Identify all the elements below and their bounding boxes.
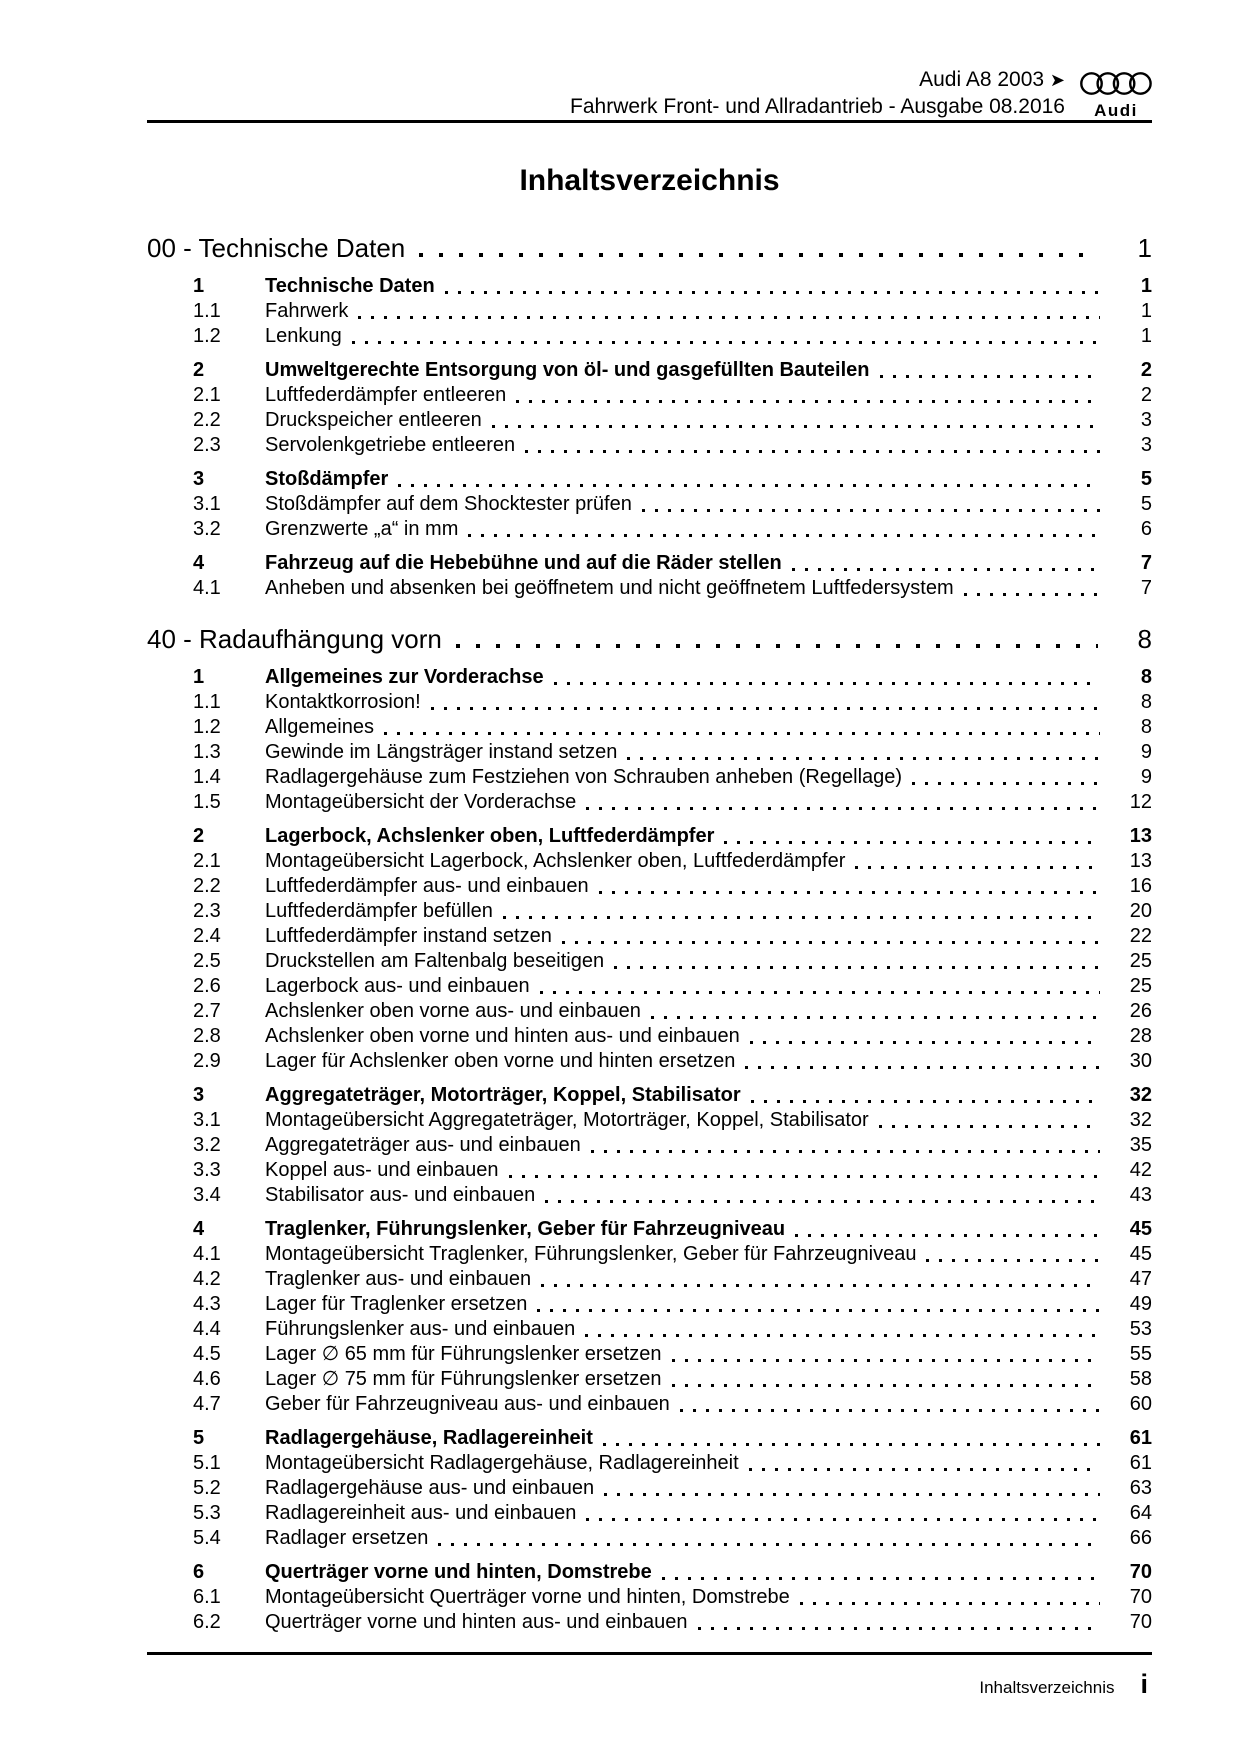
toc-page-number: 70 [1129, 1586, 1152, 1608]
toc-entry-row [147, 1267, 1152, 1292]
toc-entry-row [147, 899, 1152, 924]
toc-page-number: 42 [1129, 1159, 1152, 1181]
dot-leader [855, 866, 1100, 869]
audi-rings-icon [1080, 70, 1152, 97]
toc-entry-number: 2.1 [193, 384, 221, 406]
toc-entry-number: 3.1 [193, 493, 221, 515]
toc-entry-row [147, 1024, 1152, 1049]
toc-entry-row [147, 1560, 1152, 1585]
toc-entry-label: Allgemeines [265, 716, 374, 738]
dot-leader [438, 1543, 1100, 1546]
toc-entry-label: Anheben und absenken bei geöffnetem und nicht geöffnetem Luftfedersystem [265, 577, 954, 599]
toc-page-number: 30 [1129, 1050, 1152, 1072]
toc-entry-row [147, 517, 1152, 542]
toc-entry-label: Technische Daten [265, 275, 435, 297]
toc-page-number: 26 [1129, 1000, 1152, 1022]
dot-leader [627, 757, 1100, 760]
toc-entry-row [147, 1158, 1152, 1183]
toc-entry-label: Fahrwerk [265, 300, 349, 322]
toc-entry-number: 3.3 [193, 1159, 221, 1181]
toc-page-number: 12 [1129, 791, 1152, 813]
dot-leader [431, 707, 1100, 710]
toc-entry-number: 2.1 [193, 850, 221, 872]
dot-leader [651, 1016, 1100, 1019]
dot-leader [358, 316, 1100, 319]
dot-leader [456, 644, 1098, 648]
dot-leader [672, 1359, 1101, 1362]
toc-entry-number: 3 [193, 1084, 205, 1106]
toc-entry-label: Radlagereinheit aus- und einbauen [265, 1502, 577, 1524]
toc-page-number: 28 [1129, 1025, 1152, 1047]
toc-page-number: 16 [1129, 875, 1152, 897]
toc-entry-number: 1 [193, 666, 205, 688]
toc-page-number: 49 [1129, 1293, 1152, 1315]
toc-page-number: 3 [1140, 409, 1152, 431]
footer-label: Inhaltsverzeichnis [979, 1678, 1115, 1697]
toc-entry-row [147, 1392, 1152, 1417]
toc-entry-number: 5.1 [193, 1452, 221, 1474]
toc-entry-number: 6.2 [193, 1611, 221, 1633]
toc-entry-row [147, 949, 1152, 974]
toc-entry-label: Stoßdämpfer auf dem Shocktester prüfen [265, 493, 632, 515]
dot-leader [749, 1468, 1100, 1471]
dot-leader [599, 891, 1100, 894]
toc-entry-label: Montageübersicht Querträger vorne und hinten, Domstrebe [265, 1586, 790, 1608]
dot-leader [795, 1234, 1100, 1237]
toc-entry-number: 1.3 [193, 741, 221, 763]
toc-entry-label: Lager ∅ 65 mm für Führungslenker ersetzen [265, 1343, 662, 1365]
dot-leader [586, 807, 1100, 810]
dot-leader [503, 916, 1100, 919]
toc-entry-label: Koppel aus- und einbauen [265, 1159, 499, 1181]
dot-leader [964, 593, 1100, 596]
dot-leader [879, 1125, 1100, 1128]
toc-entry-row [147, 790, 1152, 815]
toc-page-number: 55 [1129, 1343, 1152, 1365]
dot-leader [509, 1175, 1100, 1178]
toc-page-number: 45 [1129, 1243, 1152, 1265]
toc-entry-row [147, 1317, 1152, 1342]
toc-chapter-label: 00 - Technische Daten [147, 233, 406, 263]
toc-entry-number: 5.3 [193, 1502, 221, 1524]
toc-page-number: 35 [1129, 1134, 1152, 1156]
toc-entry-number: 2 [193, 825, 205, 847]
toc-entry-row [147, 383, 1152, 408]
toc-entry-row [147, 408, 1152, 433]
dot-leader [545, 1200, 1100, 1203]
toc-entry-number: 5 [193, 1427, 205, 1449]
toc-page-number: 13 [1129, 850, 1152, 872]
dot-leader [352, 341, 1100, 344]
page-title: Inhaltsverzeichnis [519, 164, 780, 197]
dot-leader [614, 966, 1100, 969]
toc-entry-label: Luftfederdämpfer befüllen [265, 900, 493, 922]
dot-leader [724, 841, 1100, 844]
toc-entry-number: 5.4 [193, 1527, 221, 1549]
toc-page-number: 32 [1129, 1084, 1152, 1106]
toc-entry-number: 3 [193, 468, 205, 490]
toc-entry-row [147, 1049, 1152, 1074]
dot-leader [800, 1602, 1100, 1605]
toc-entry-label: Druckstellen am Faltenbalg beseitigen [265, 950, 605, 972]
dot-leader [750, 1041, 1100, 1044]
toc-page-number: 25 [1129, 950, 1152, 972]
toc-entry-label: Allgemeines zur Vorderachse [265, 666, 544, 688]
toc-page-number: 1 [1137, 233, 1152, 263]
toc-entry-row [147, 715, 1152, 740]
toc-entry-row [147, 551, 1152, 576]
toc-page-number: 61 [1129, 1427, 1152, 1449]
toc-entry-number: 3.1 [193, 1109, 221, 1131]
toc-entry-label: Lagerbock aus- und einbauen [265, 975, 530, 997]
dot-leader [585, 1334, 1100, 1337]
toc-page-number: 7 [1140, 552, 1152, 574]
toc-entry-number: 1.1 [193, 691, 221, 713]
toc-page-number: 58 [1129, 1368, 1152, 1390]
dot-leader [586, 1518, 1100, 1521]
toc-entry-number: 2.2 [193, 409, 221, 431]
toc-page-number: 5 [1140, 468, 1152, 490]
toc-page-number: 43 [1129, 1184, 1152, 1206]
toc-entry-row [147, 1133, 1152, 1158]
toc-entry-row [147, 740, 1152, 765]
toc-entry-number: 1.1 [193, 300, 221, 322]
toc-entry-label: Geber für Fahrzeugniveau aus- und einbauen [265, 1393, 670, 1415]
toc-entry-row [147, 1476, 1152, 1501]
dot-leader [698, 1627, 1100, 1630]
dot-leader [912, 782, 1100, 785]
dot-leader [398, 484, 1100, 487]
toc-entry-label: Lager für Traglenker ersetzen [265, 1293, 528, 1315]
toc-entry-label: Lenkung [265, 325, 342, 347]
toc-entry-label: Achslenker oben vorne und hinten aus- und einbauen [265, 1025, 740, 1047]
toc-entry-row [147, 1585, 1152, 1610]
toc-entry-label: Montageübersicht Radlagergehäuse, Radlagereinheit [265, 1452, 739, 1474]
toc-entry-row [147, 849, 1152, 874]
dot-leader [384, 732, 1100, 735]
toc-entry-row [147, 765, 1152, 790]
dot-leader [603, 1443, 1100, 1446]
toc-entry-label: Querträger vorne und hinten aus- und einbauen [265, 1611, 688, 1633]
toc-entry-row [147, 1183, 1152, 1208]
toc-entry-row [147, 299, 1152, 324]
toc-entry-label: Lager für Achslenker oben vorne und hinten ersetzen [265, 1050, 736, 1072]
toc-entry-row [147, 576, 1152, 601]
toc-entry-label: Luftfederdämpfer entleeren [265, 384, 507, 406]
toc-entry-label: Luftfederdämpfer aus- und einbauen [265, 875, 589, 897]
toc-chapter-label: 40 - Radaufhängung vorn [147, 624, 442, 654]
toc-entry-row [147, 492, 1152, 517]
dot-leader [880, 375, 1101, 378]
toc-page-number: 8 [1137, 624, 1152, 654]
toc-entry-label: Radlager ersetzen [265, 1527, 429, 1549]
toc-entry-label: Achslenker oben vorne aus- und einbauen [265, 1000, 641, 1022]
toc-page-number: 63 [1129, 1477, 1152, 1499]
toc-page-number: 2 [1140, 359, 1152, 381]
header-model-text: Audi A8 2003 [919, 68, 1045, 91]
toc-page-number: 70 [1129, 1561, 1152, 1583]
toc-page-number: 22 [1129, 925, 1152, 947]
toc-entry-label: Lager ∅ 75 mm für Führungslenker ersetzen [265, 1368, 662, 1390]
toc-entry-label: Luftfederdämpfer instand setzen [265, 925, 552, 947]
toc-entry-number: 2 [193, 359, 205, 381]
toc-entry-number: 4.3 [193, 1293, 221, 1315]
toc-entry-label: Servolenkgetriebe entleeren [265, 434, 516, 456]
toc-chapter-row [147, 231, 1152, 265]
toc-page-number: 1 [1140, 325, 1152, 347]
toc-chapter-row [147, 622, 1152, 656]
toc-entry-label: Montageübersicht Traglenker, Führungslenker, Geber für Fahrzeugniveau [265, 1243, 917, 1265]
toc-entry-row [147, 1242, 1152, 1267]
toc-entry-number: 3.4 [193, 1184, 221, 1206]
footer-page-number: i [1140, 1669, 1148, 1699]
toc-entry-row [147, 874, 1152, 899]
page-footer [147, 1669, 1152, 1700]
toc-entry-number: 2.3 [193, 434, 221, 456]
toc-entry-row [147, 999, 1152, 1024]
toc-entry-number: 4.1 [193, 1243, 221, 1265]
dot-leader [468, 534, 1100, 537]
toc-entry-number: 1.5 [193, 791, 221, 813]
audi-logo [1080, 70, 1152, 119]
toc-entry-number: 3.2 [193, 1134, 221, 1156]
toc-entry-number: 2.4 [193, 925, 221, 947]
toc-entry-row [147, 274, 1152, 299]
dot-leader [680, 1409, 1100, 1412]
dot-leader [926, 1259, 1100, 1262]
dot-leader [537, 1309, 1100, 1312]
toc-entry-row [147, 690, 1152, 715]
dot-leader [540, 991, 1100, 994]
toc-entry-row [147, 924, 1152, 949]
toc-entry-label: Aggregateträger aus- und einbauen [265, 1134, 581, 1156]
toc-page-number: 9 [1140, 741, 1152, 763]
toc-entry-row [147, 1526, 1152, 1551]
toc-entry-number: 2.8 [193, 1025, 221, 1047]
toc-entry-row [147, 1501, 1152, 1526]
toc-entry-number: 2.7 [193, 1000, 221, 1022]
toc-page-number: 45 [1129, 1218, 1152, 1240]
toc-entry-row [147, 1083, 1152, 1108]
dot-leader [745, 1066, 1100, 1069]
toc-entry-label: Führungslenker aus- und einbauen [265, 1318, 576, 1340]
dot-leader [445, 291, 1100, 294]
toc-page-number: 20 [1129, 900, 1152, 922]
toc-entry-label: Radlagergehäuse, Radlagereinheit [265, 1427, 593, 1449]
toc-entry-label: Querträger vorne und hinten, Domstrebe [265, 1561, 652, 1583]
toc-page-number: 60 [1129, 1393, 1152, 1415]
table-of-contents [147, 231, 1152, 1635]
toc-entry-row [147, 1292, 1152, 1317]
toc-entry-row [147, 1367, 1152, 1392]
toc-entry-number: 2.6 [193, 975, 221, 997]
dot-leader [419, 253, 1098, 257]
toc-entry-number: 6 [193, 1561, 205, 1583]
toc-entry-label: Traglenker, Führungslenker, Geber für Fahrzeugniveau [265, 1218, 786, 1240]
toc-entry-row [147, 433, 1152, 458]
toc-page-number: 32 [1129, 1109, 1152, 1131]
toc-entry-number: 5.2 [193, 1477, 221, 1499]
toc-page-number: 13 [1129, 825, 1152, 847]
toc-entry-row [147, 1108, 1152, 1133]
dot-leader [642, 509, 1100, 512]
toc-entry-label: Montageübersicht der Vorderachse [265, 791, 577, 813]
dot-leader [792, 568, 1100, 571]
dot-leader [562, 941, 1100, 944]
toc-entry-label: Radlagergehäuse zum Festziehen von Schrauben anheben (Regellage) [265, 766, 903, 788]
footer-divider-rule [147, 1652, 1152, 1655]
toc-entry-label: Traglenker aus- und einbauen [265, 1268, 532, 1290]
toc-entry-label: Stoßdämpfer [265, 468, 389, 490]
dot-leader [516, 400, 1100, 403]
toc-entry-label: Aggregateträger, Motorträger, Koppel, Stabilisator [265, 1084, 741, 1106]
toc-page-number: 6 [1140, 518, 1152, 540]
toc-entry-number: 4.2 [193, 1268, 221, 1290]
arrow-right-icon: ➤ [1049, 70, 1065, 90]
toc-entry-label: Gewinde im Längsträger instand setzen [265, 741, 618, 763]
toc-entry-row [147, 665, 1152, 690]
dot-leader [525, 450, 1100, 453]
toc-entry-number: 4.6 [193, 1368, 221, 1390]
toc-entry-row [147, 974, 1152, 999]
toc-entry-label: Druckspeicher entleeren [265, 409, 482, 431]
toc-entry-label: Stabilisator aus- und einbauen [265, 1184, 536, 1206]
toc-entry-label: Montageübersicht Lagerbock, Achslenker oben, Luftfederdämpfer [265, 850, 846, 872]
toc-entry-label: Lagerbock, Achslenker oben, Luftfederdämpfer [265, 825, 715, 847]
toc-entry-number: 3.2 [193, 518, 221, 540]
toc-page-number: 9 [1140, 766, 1152, 788]
toc-page-number: 8 [1140, 716, 1152, 738]
toc-entry-row [147, 1451, 1152, 1476]
toc-page-number: 1 [1140, 275, 1152, 297]
toc-entry-number: 4.4 [193, 1318, 221, 1340]
toc-entry-number: 2.3 [193, 900, 221, 922]
toc-page-number: 64 [1129, 1502, 1152, 1524]
toc-entry-number: 1 [193, 275, 205, 297]
toc-page-number: 61 [1129, 1452, 1152, 1474]
toc-entry-label: Grenzwerte „a“ in mm [265, 518, 459, 540]
dot-leader [672, 1384, 1101, 1387]
toc-entry-label: Montageübersicht Aggregateträger, Motorträger, Koppel, Stabilisator [265, 1109, 869, 1131]
audi-wordmark: Audi [1094, 101, 1138, 120]
toc-page-number: 70 [1129, 1611, 1152, 1633]
toc-entry-number: 4.5 [193, 1343, 221, 1365]
toc-entry-row [147, 324, 1152, 349]
header-model-line [919, 68, 1065, 92]
toc-page-number: 1 [1140, 300, 1152, 322]
toc-entry-number: 4 [193, 552, 205, 574]
toc-page-number: 2 [1140, 384, 1152, 406]
toc-page-number: 8 [1140, 691, 1152, 713]
page-content [147, 120, 1152, 1700]
toc-entry-label: Umweltgerechte Entsorgung von öl- und gasgefüllten Bauteilen [265, 359, 870, 381]
toc-entry-number: 4.7 [193, 1393, 221, 1415]
toc-entry-row [147, 1342, 1152, 1367]
toc-entry-number: 4 [193, 1218, 205, 1240]
toc-entry-row [147, 1426, 1152, 1451]
toc-entry-row [147, 824, 1152, 849]
toc-page-number: 7 [1140, 577, 1152, 599]
toc-entry-row [147, 467, 1152, 492]
toc-page-number: 47 [1129, 1268, 1152, 1290]
dot-leader [492, 425, 1100, 428]
header-subtitle-line: Fahrwerk Front- und Allradantrieb - Ausgabe 08.2016 [570, 95, 1065, 118]
toc-entry-label: Radlagergehäuse aus- und einbauen [265, 1477, 595, 1499]
dot-leader [591, 1150, 1100, 1153]
toc-entry-number: 1.4 [193, 766, 221, 788]
dot-leader [751, 1100, 1100, 1103]
toc-page-number: 8 [1140, 666, 1152, 688]
toc-entry-label: Kontaktkorrosion! [265, 691, 421, 713]
toc-entry-number: 4.1 [193, 577, 221, 599]
toc-entry-number: 1.2 [193, 716, 221, 738]
header-divider-rule [147, 120, 1152, 123]
toc-page-number: 25 [1129, 975, 1152, 997]
toc-page-number: 66 [1129, 1527, 1152, 1549]
dot-leader [604, 1493, 1100, 1496]
toc-page-number: 3 [1140, 434, 1152, 456]
toc-entry-row [147, 1217, 1152, 1242]
toc-entry-number: 6.1 [193, 1586, 221, 1608]
toc-entry-label: Fahrzeug auf die Hebebühne und auf die Räder stellen [265, 552, 782, 574]
toc-entry-row [147, 1610, 1152, 1635]
toc-entry-number: 1.2 [193, 325, 221, 347]
dot-leader [541, 1284, 1100, 1287]
toc-entry-number: 2.9 [193, 1050, 221, 1072]
dot-leader [554, 682, 1100, 685]
toc-entry-row [147, 358, 1152, 383]
toc-entry-number: 2.5 [193, 950, 221, 972]
toc-page-number: 53 [1129, 1318, 1152, 1340]
toc-entry-number: 2.2 [193, 875, 221, 897]
toc-page-number: 5 [1140, 493, 1152, 515]
dot-leader [662, 1577, 1100, 1580]
